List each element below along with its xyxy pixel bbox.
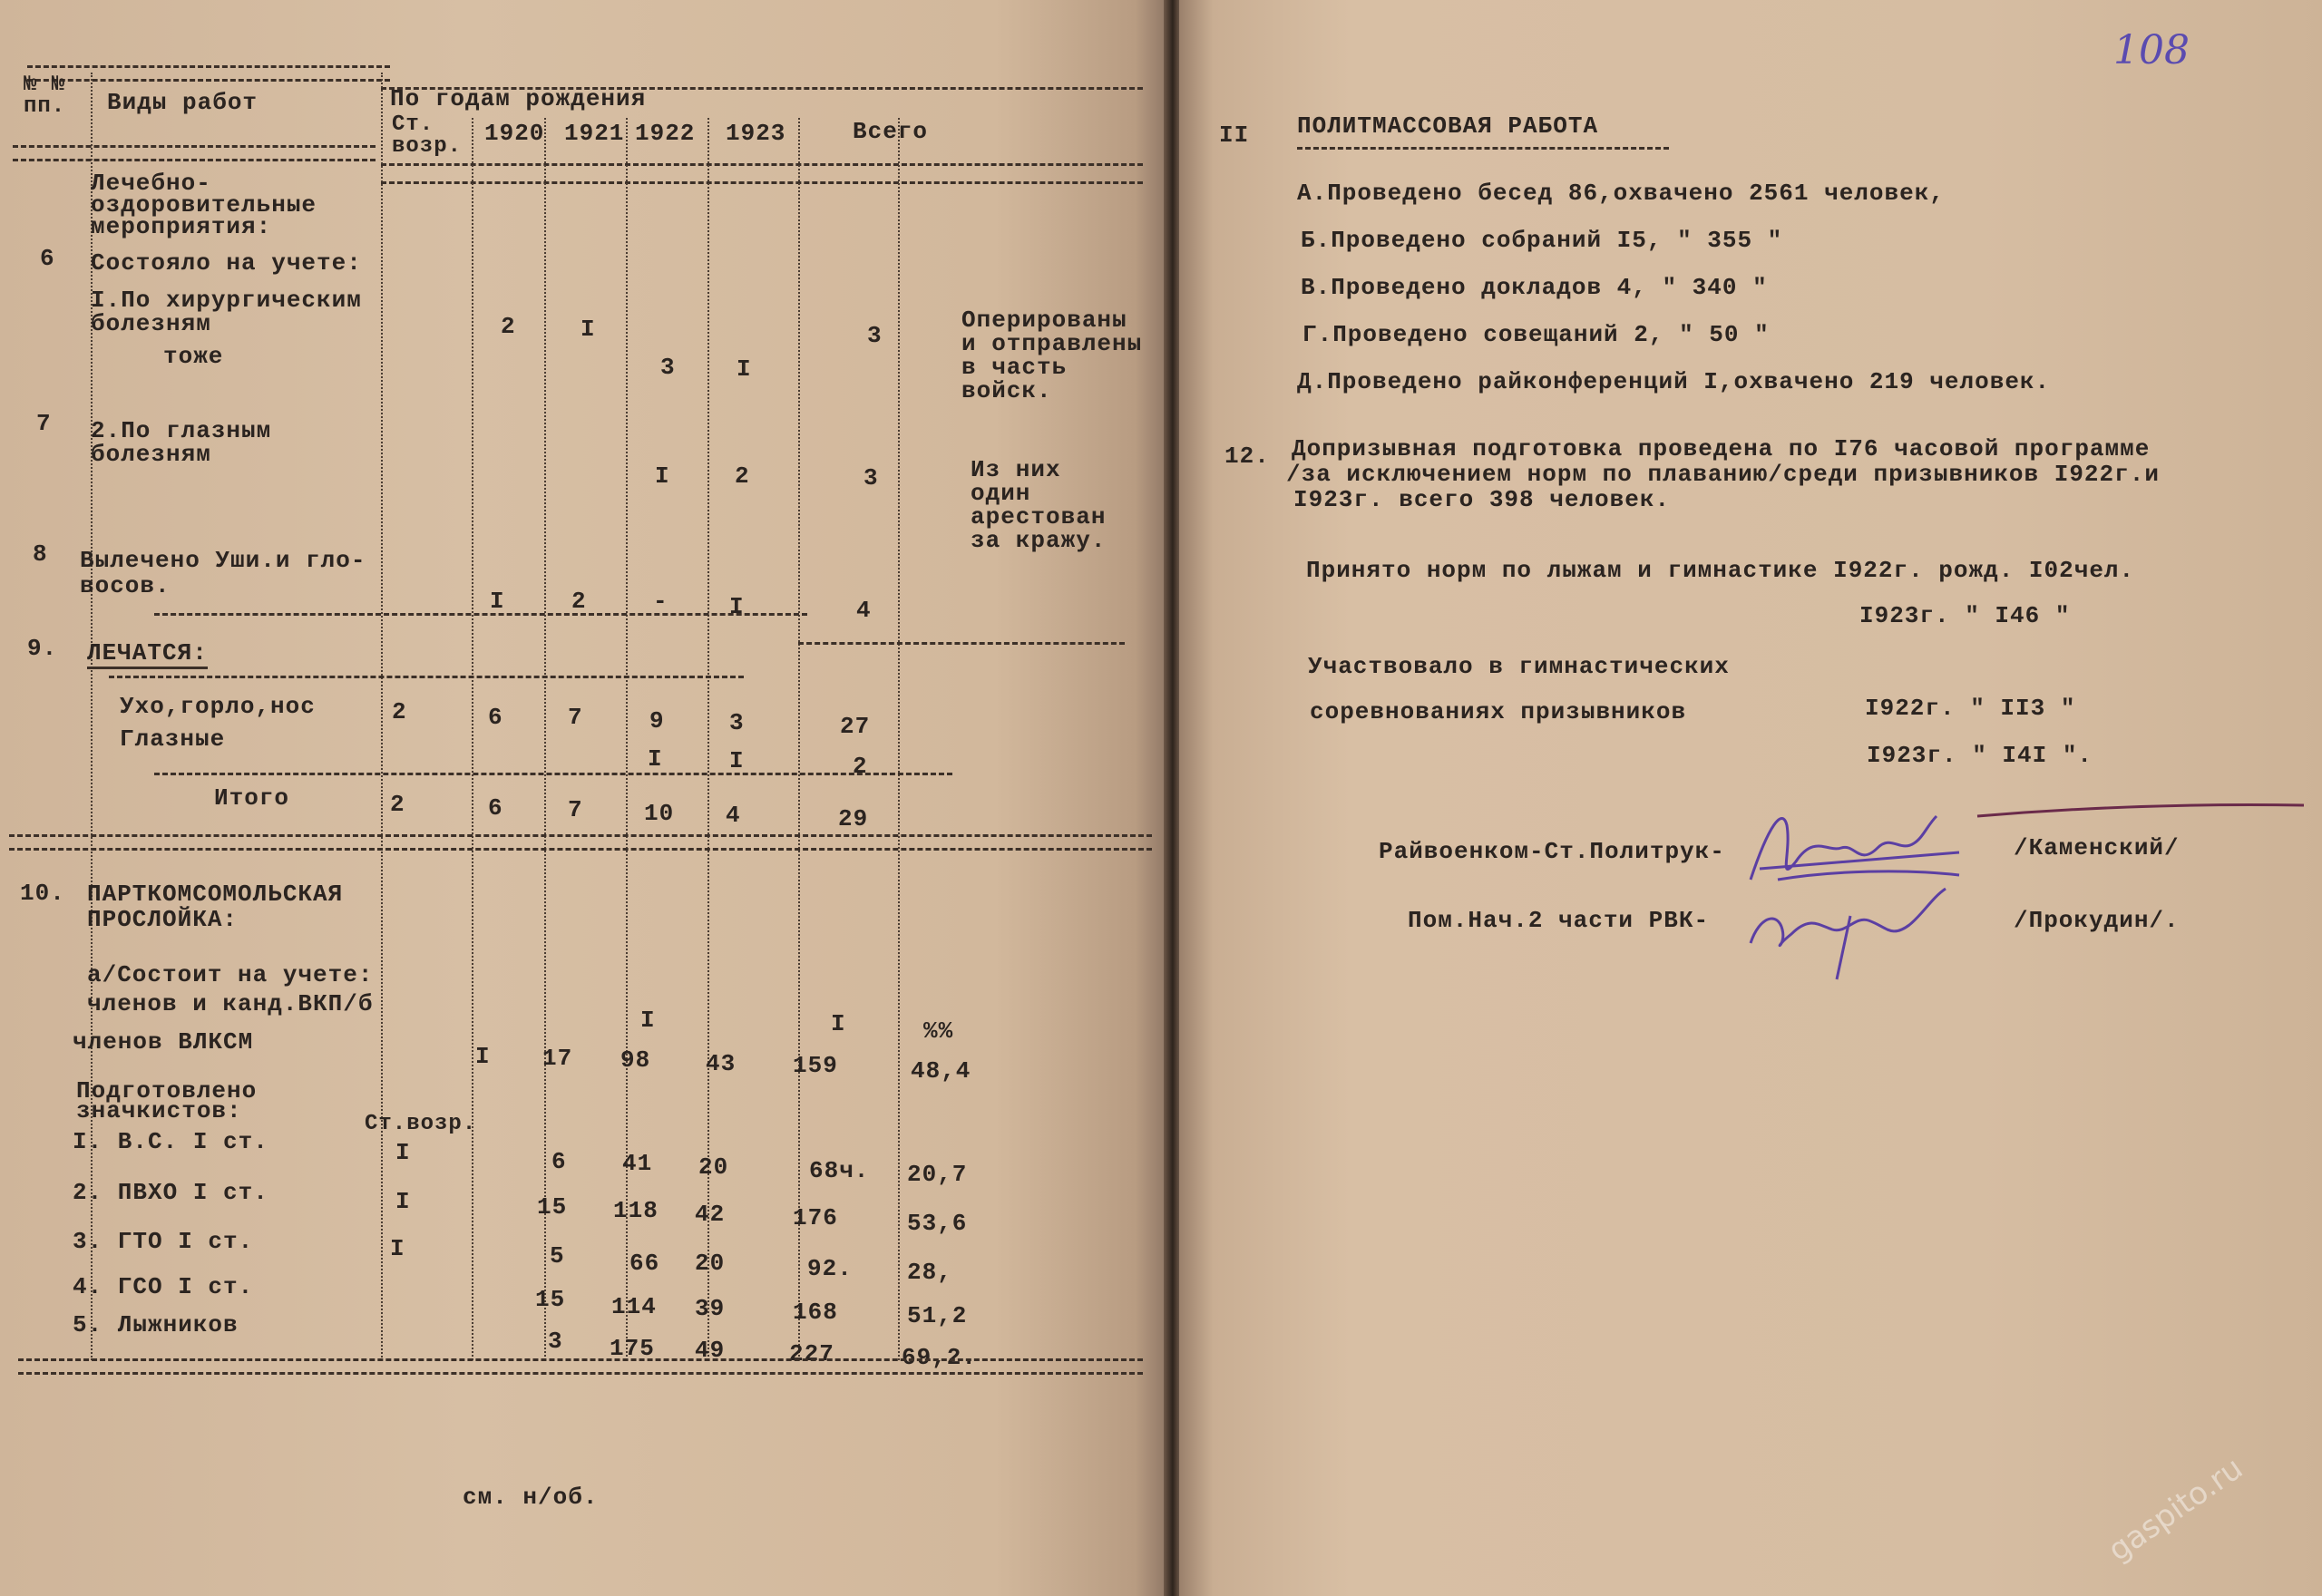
signature-prokudin [1742, 861, 1995, 988]
row9-sum-1920: 6 [488, 794, 503, 822]
gym-line-1: Участвовало в гимнастических [1308, 653, 1730, 680]
row9-sum-1921: 7 [568, 796, 583, 823]
row9-sum-old: 2 [390, 791, 405, 818]
badge-1921: 6 [551, 1148, 567, 1175]
row10-sub-a: а/Состоит на учете: [87, 961, 374, 988]
badge-1923: 39 [695, 1295, 726, 1322]
political-item: Б.Проведено собраний I5, " 355 " [1301, 227, 1783, 254]
row7-total: 3 [863, 464, 879, 491]
section-title-underline [1297, 147, 1669, 150]
gym-1923: I923г. " I4I ". [1867, 742, 2093, 769]
badge-1921: 15 [537, 1193, 568, 1221]
badge-old: I [390, 1235, 405, 1262]
badge-1921: 15 [535, 1286, 566, 1313]
badge-pct: 53,6 [907, 1210, 968, 1237]
col-sep-2 [381, 73, 383, 1360]
badge-old: I [395, 1139, 411, 1166]
row9-ent-1923: 3 [729, 709, 745, 736]
badge-1922: 118 [613, 1197, 659, 1224]
sign1-role: Райвоенком-Ст.Политрук- [1379, 838, 1725, 865]
row10-party-total: I [831, 1010, 846, 1037]
badge-pct: 69,2. [902, 1344, 978, 1371]
badge-1923: 20 [695, 1250, 726, 1277]
row6-num: 6 [40, 245, 55, 272]
row8-label: Вылечено Уши.и гло-восов. [80, 547, 366, 599]
badge-1923: 49 [695, 1337, 726, 1364]
row8-num: 8 [33, 540, 48, 568]
badge-label: I. В.С. I ст. [73, 1128, 268, 1155]
watermark: gaspito.ru [2102, 1450, 2250, 1569]
right-page [1179, 0, 2322, 1596]
header-bottom-rule-right [381, 163, 1143, 166]
row9-ent-1920: 6 [488, 704, 503, 731]
header-col-num: № № пп. [24, 73, 66, 119]
badge-total: 168 [793, 1299, 838, 1326]
header-col-type: Виды работ [107, 89, 259, 116]
section-break-rule [9, 834, 1152, 851]
row6-note: Оперированы и отправлены в часть войск. [961, 307, 1143, 404]
badge-label: 4. ГСО I ст. [73, 1273, 254, 1300]
ski-line: Принято норм по лыжам и гимнастике I922г. рожд. I02чел. [1306, 557, 2135, 584]
badge-1922: 66 [629, 1250, 660, 1277]
row9-eye-total: 2 [853, 753, 868, 780]
item12-num: 12. [1224, 443, 1270, 470]
row9-eye-1923: I [729, 747, 745, 774]
row9-sum-label: Итого [214, 784, 290, 812]
badge-pct: 51,2 [907, 1302, 968, 1329]
badge-old: I [395, 1188, 411, 1215]
row9-sum-total: 29 [838, 805, 869, 832]
political-item: Д.Проведено райконференций I,охвачено 219 человек. [1297, 368, 2051, 395]
row9-ent-total: 27 [840, 713, 871, 740]
row6-1920: 2 [501, 313, 516, 340]
row6-sub: I.По хирургическим болезням [91, 287, 362, 337]
row8-1921: 2 [571, 588, 587, 615]
row10-vlksm-1922: 98 [620, 1046, 651, 1074]
political-item: В.Проведено докладов 4, " 340 " [1301, 274, 1768, 301]
sign2-name: /Прокудин/. [2014, 907, 2180, 934]
row9-ent-1922: 9 [649, 707, 665, 735]
political-item: А.Проведено бесед 86,охвачено 2561 человек, [1297, 180, 1945, 207]
col-sep-3 [472, 118, 473, 1360]
row10-sub-c: членов ВЛКСМ [73, 1028, 254, 1056]
header-year-1923: 1923 [726, 120, 786, 147]
col-sep-8 [898, 118, 900, 1360]
row6-label: Состояло на учете: [91, 249, 362, 277]
header-top-rule [27, 65, 390, 82]
row9-sum-1922: 10 [644, 800, 675, 827]
row6-1921: I [580, 316, 596, 343]
row10-old-age-label: Ст.возр. [365, 1112, 477, 1136]
row10-trained-label: Подготовлено значкистов: [76, 1077, 258, 1124]
row9-label: ЛЕЧАТСЯ: [87, 639, 208, 669]
page-number: 108 [2113, 27, 2190, 73]
header-bottom-rule [13, 145, 376, 161]
row8-1922: - [653, 588, 668, 615]
row10-label: ПАРТКОМСОМОЛЬСКАЯ ПРОСЛОЙКА: [87, 881, 344, 933]
row6-same: тоже [163, 343, 224, 370]
badge-total: 68ч. [809, 1157, 870, 1184]
badge-total: 176 [793, 1204, 838, 1231]
badge-label: 5. Лыжников [73, 1311, 239, 1338]
header-bottom-rule-right2 [381, 181, 1143, 184]
badge-1921: 3 [548, 1328, 563, 1355]
badge-1922: 175 [610, 1335, 655, 1362]
row10-vlksm-1921: 17 [542, 1045, 573, 1072]
row10-vlksm-total: 159 [793, 1052, 838, 1079]
row9-ent-old: 2 [392, 698, 407, 725]
section-medical: Лечебно-оздоровительные мероприятия: [91, 170, 317, 240]
badge-1922: 114 [611, 1293, 657, 1320]
row7-label: 2.По глазным болезням [91, 417, 272, 468]
item12-line: /за исключением норм по плаванию/среди призывников I922г.и [1286, 461, 2160, 488]
header-col-by-years: По годам рождения [390, 85, 647, 112]
row6-1923: I [737, 355, 752, 383]
row8-total: 4 [856, 597, 872, 624]
row8-underline-right [798, 642, 1125, 645]
badge-pct: 28, [907, 1259, 952, 1286]
badge-1923: 20 [698, 1153, 729, 1181]
row7-note: Из них один арестован за кражу. [971, 456, 1107, 554]
badge-pct: 20,7 [907, 1161, 968, 1188]
row7-1923: 2 [735, 462, 750, 490]
row7-1922: I [655, 462, 670, 490]
row10-vlksm-1923: 43 [706, 1050, 737, 1077]
col-sep-4 [544, 118, 546, 1360]
signature-line [1977, 798, 2304, 825]
row10-party-1922: I [640, 1007, 656, 1034]
badge-total: 92. [807, 1255, 853, 1282]
footer-see-reverse: см. н/об. [463, 1484, 599, 1511]
row8-1920: I [490, 588, 505, 615]
ski-line-1923: I923г. " I46 " [1859, 602, 2071, 629]
table-bottom-rule [18, 1358, 1143, 1375]
badge-1921: 5 [550, 1242, 565, 1270]
header-year-1922: 1922 [635, 120, 696, 147]
political-item: Г.Проведено совещаний 2, " 50 " [1302, 321, 1770, 348]
row10-vlksm-pct: 48,4 [911, 1057, 971, 1085]
row10-vlksm-1920: I [475, 1043, 491, 1070]
row8-underline [154, 613, 807, 616]
row9-label-rule [109, 676, 744, 678]
row6-total: 3 [867, 322, 883, 349]
section-title: ПОЛИТМАССОВАЯ РАБОТА [1297, 112, 1599, 140]
row6-1922: 3 [660, 354, 676, 381]
gym-1922: I922г. " II3 " [1865, 695, 2076, 722]
row9-num: 9. [27, 635, 58, 662]
header-col-total: Всего [853, 118, 929, 145]
row9-ent-1921: 7 [568, 704, 583, 731]
item12-line: Допризывная подготовка проведена по I76 часовой программе [1292, 435, 2151, 462]
sign1-name: /Каменский/ [2014, 834, 2180, 861]
header-year-1921: 1921 [564, 120, 625, 147]
row10-num: 10. [20, 880, 65, 907]
badge-1922: 41 [622, 1150, 653, 1177]
header-year-1920: 1920 [484, 120, 545, 147]
row7-num: 7 [36, 410, 52, 437]
row10-pct-label: %% [923, 1017, 954, 1045]
section-num: II [1219, 122, 1250, 149]
badge-1923: 42 [695, 1201, 726, 1228]
row9-ent-label: Ухо,горло,нос [120, 693, 316, 720]
badge-total: 227 [789, 1340, 834, 1367]
row9-sum-1923: 4 [726, 802, 741, 829]
sign2-role: Пом.Нач.2 части РВК- [1408, 907, 1710, 934]
badge-label: 3. ГТО I ст. [73, 1228, 254, 1255]
col-sep-7 [798, 118, 800, 1360]
row10-sub-b: членов и канд.ВКП/б [87, 990, 374, 1017]
header-col-old-age: Ст. возр. [392, 112, 463, 159]
row9-eye-label: Глазные [120, 725, 226, 753]
item12-line: I923г. всего 398 человек. [1293, 486, 1671, 513]
row9-sum-rule [154, 773, 952, 775]
row9-eye-1922: I [648, 745, 663, 773]
gym-line-2: соревнованиях призывников [1310, 698, 1687, 725]
row8-1923: I [729, 593, 745, 620]
badge-label: 2. ПВХО I ст. [73, 1179, 268, 1206]
